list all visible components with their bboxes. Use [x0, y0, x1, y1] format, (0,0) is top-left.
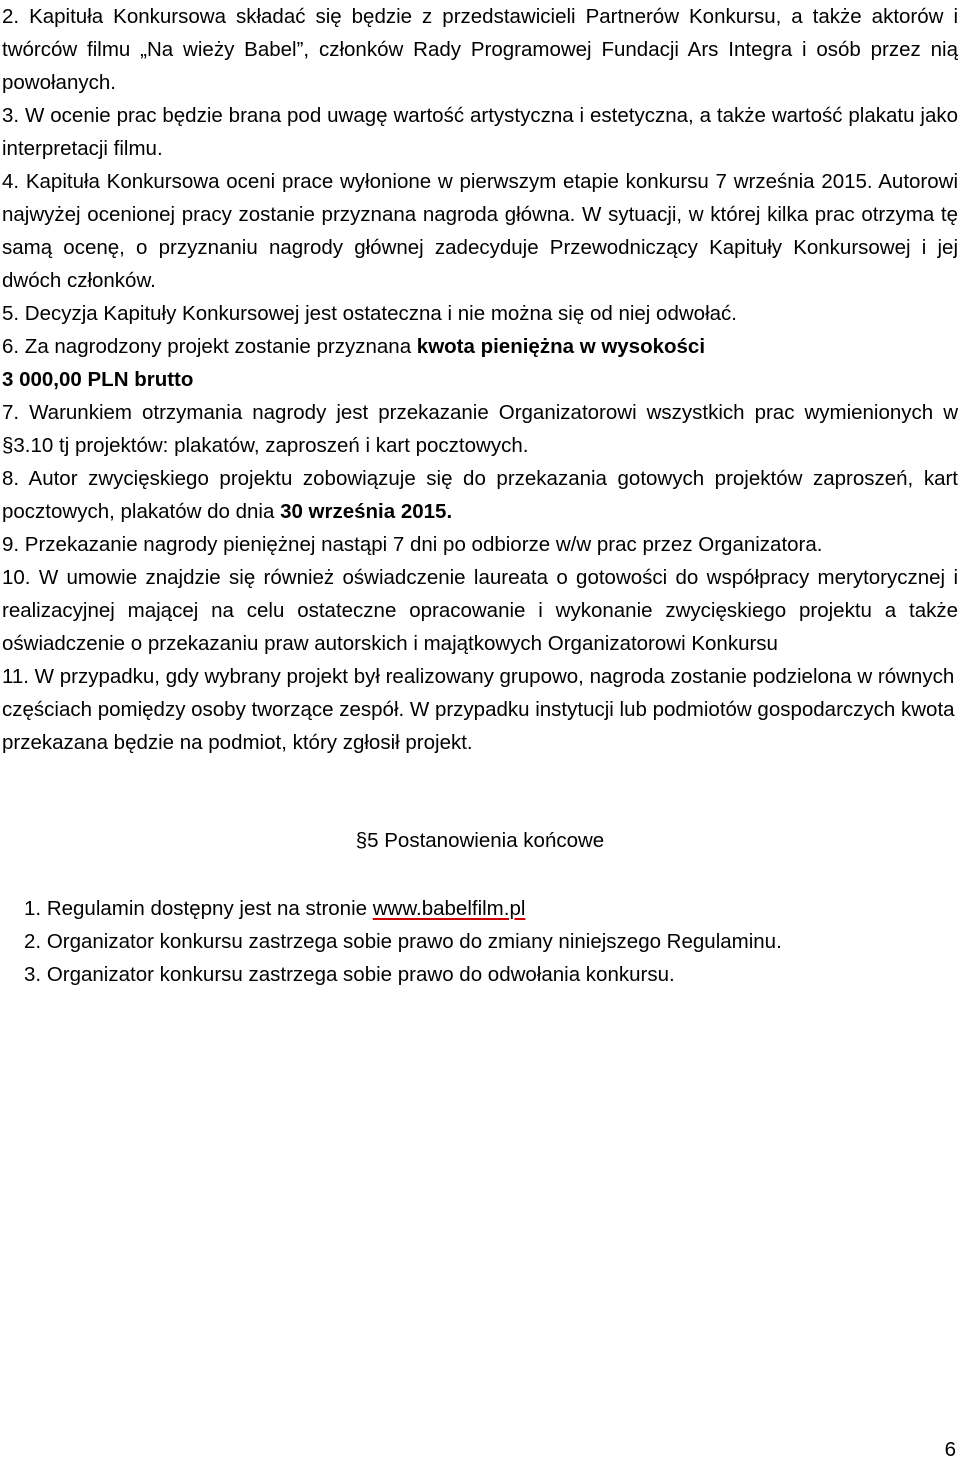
paragraph-8-text: 8. Autor zwycięskiego projektu zobowiązuje się do przekazania gotowych projektów zaproszeń, kart pocztowych, plakatów do dnia [2, 467, 958, 523]
page-number: 6 [944, 1438, 956, 1461]
paragraph-4: 4. Kapituła Konkursowa oceni prace wyłonione w pierwszym etapie konkursu 7 września 2015. Autorowi najwyżej ocenionej pracy zostanie przyznana nagroda główna. W sytuacji, w której kilka prac otrzyma tę samą ocenę, o przyznaniu nagrody głównej zadecyduje Przewodniczący Kapituły Konkursowej i jej dwóch członków. [2, 170, 958, 292]
deadline-date: 30 września 2015. [280, 500, 453, 523]
website-link[interactable]: www.babelfilm.pl [372, 897, 526, 920]
list-item [24, 892, 782, 925]
list-item-number: 1. [24, 897, 42, 920]
paragraph-9: 9. Przekazanie nagrody pieniężnej nastąpi 7 dni po odbiorze w/w prac przez Organizatora. [2, 533, 823, 556]
prize-amount-value: 3 000,00 PLN brutto [2, 368, 194, 391]
list-item-text: Organizator konkursu zastrzega sobie prawo do zmiany niniejszego Regulaminu. [46, 930, 782, 953]
paragraph-10: 10. W umowie znajdzie się również oświadczenie laureata o gotowości do współpracy merytorycznej i realizacyjnej mającej na celu ostateczne opracowanie i wykonanie zwycięskiego projektu a także oświadczenie o przekazaniu praw autorskich i majątkowych Organizatorowi Konkursu [2, 566, 958, 655]
final-provisions-list [24, 892, 782, 991]
paragraph-3: 3. W ocenie prac będzie brana pod uwagę wartość artystyczna i estetyczna, a także wartość plakatu jako interpretacji filmu. [2, 104, 958, 160]
list-item [24, 925, 782, 958]
list-item-number: 3. [24, 963, 42, 986]
document-body [2, 0, 958, 759]
section-heading: §5 Postanowienia końcowe [355, 829, 605, 852]
list-item-text: Regulamin dostępny jest na stronie [46, 897, 373, 920]
paragraph-7: 7. Warunkiem otrzymania nagrody jest przekazanie Organizatorowi wszystkich prac wymienionych w §3.10 tj projektów: plakatów, zaproszeń i kart pocztowych. [2, 401, 958, 457]
list-item [24, 958, 782, 991]
paragraph-11: 11. W przypadku, gdy wybrany projekt był realizowany grupowo, nagroda zostanie podzielona w równych częściach pomiędzy osoby tworzące zespół. W przypadku instytucji lub podmiotów gospodarczych kwota przekazana będzie na podmiot, który zgłosił projekt. [2, 665, 955, 754]
paragraph-8 [2, 462, 958, 528]
prize-amount-label: kwota pieniężna w wysokości [416, 335, 706, 358]
list-item-number: 2. [24, 930, 42, 953]
paragraph-6 [2, 330, 958, 396]
paragraph-5: 5. Decyzja Kapituły Konkursowej jest ostateczna i nie można się od niej odwołać. [2, 302, 737, 325]
paragraph-6-text: 6. Za nagrodzony projekt zostanie przyznana [2, 335, 417, 358]
paragraph-2: 2. Kapituła Konkursowa składać się będzie z przedstawicieli Partnerów Konkursu, a także aktorów i twórców filmu „Na wieży Babel”, członków Rady Programowej Fundacji Ars Integra i osób przez nią powołanych. [2, 5, 958, 94]
list-item-text: Organizator konkursu zastrzega sobie prawo do odwołania konkursu. [46, 963, 675, 986]
